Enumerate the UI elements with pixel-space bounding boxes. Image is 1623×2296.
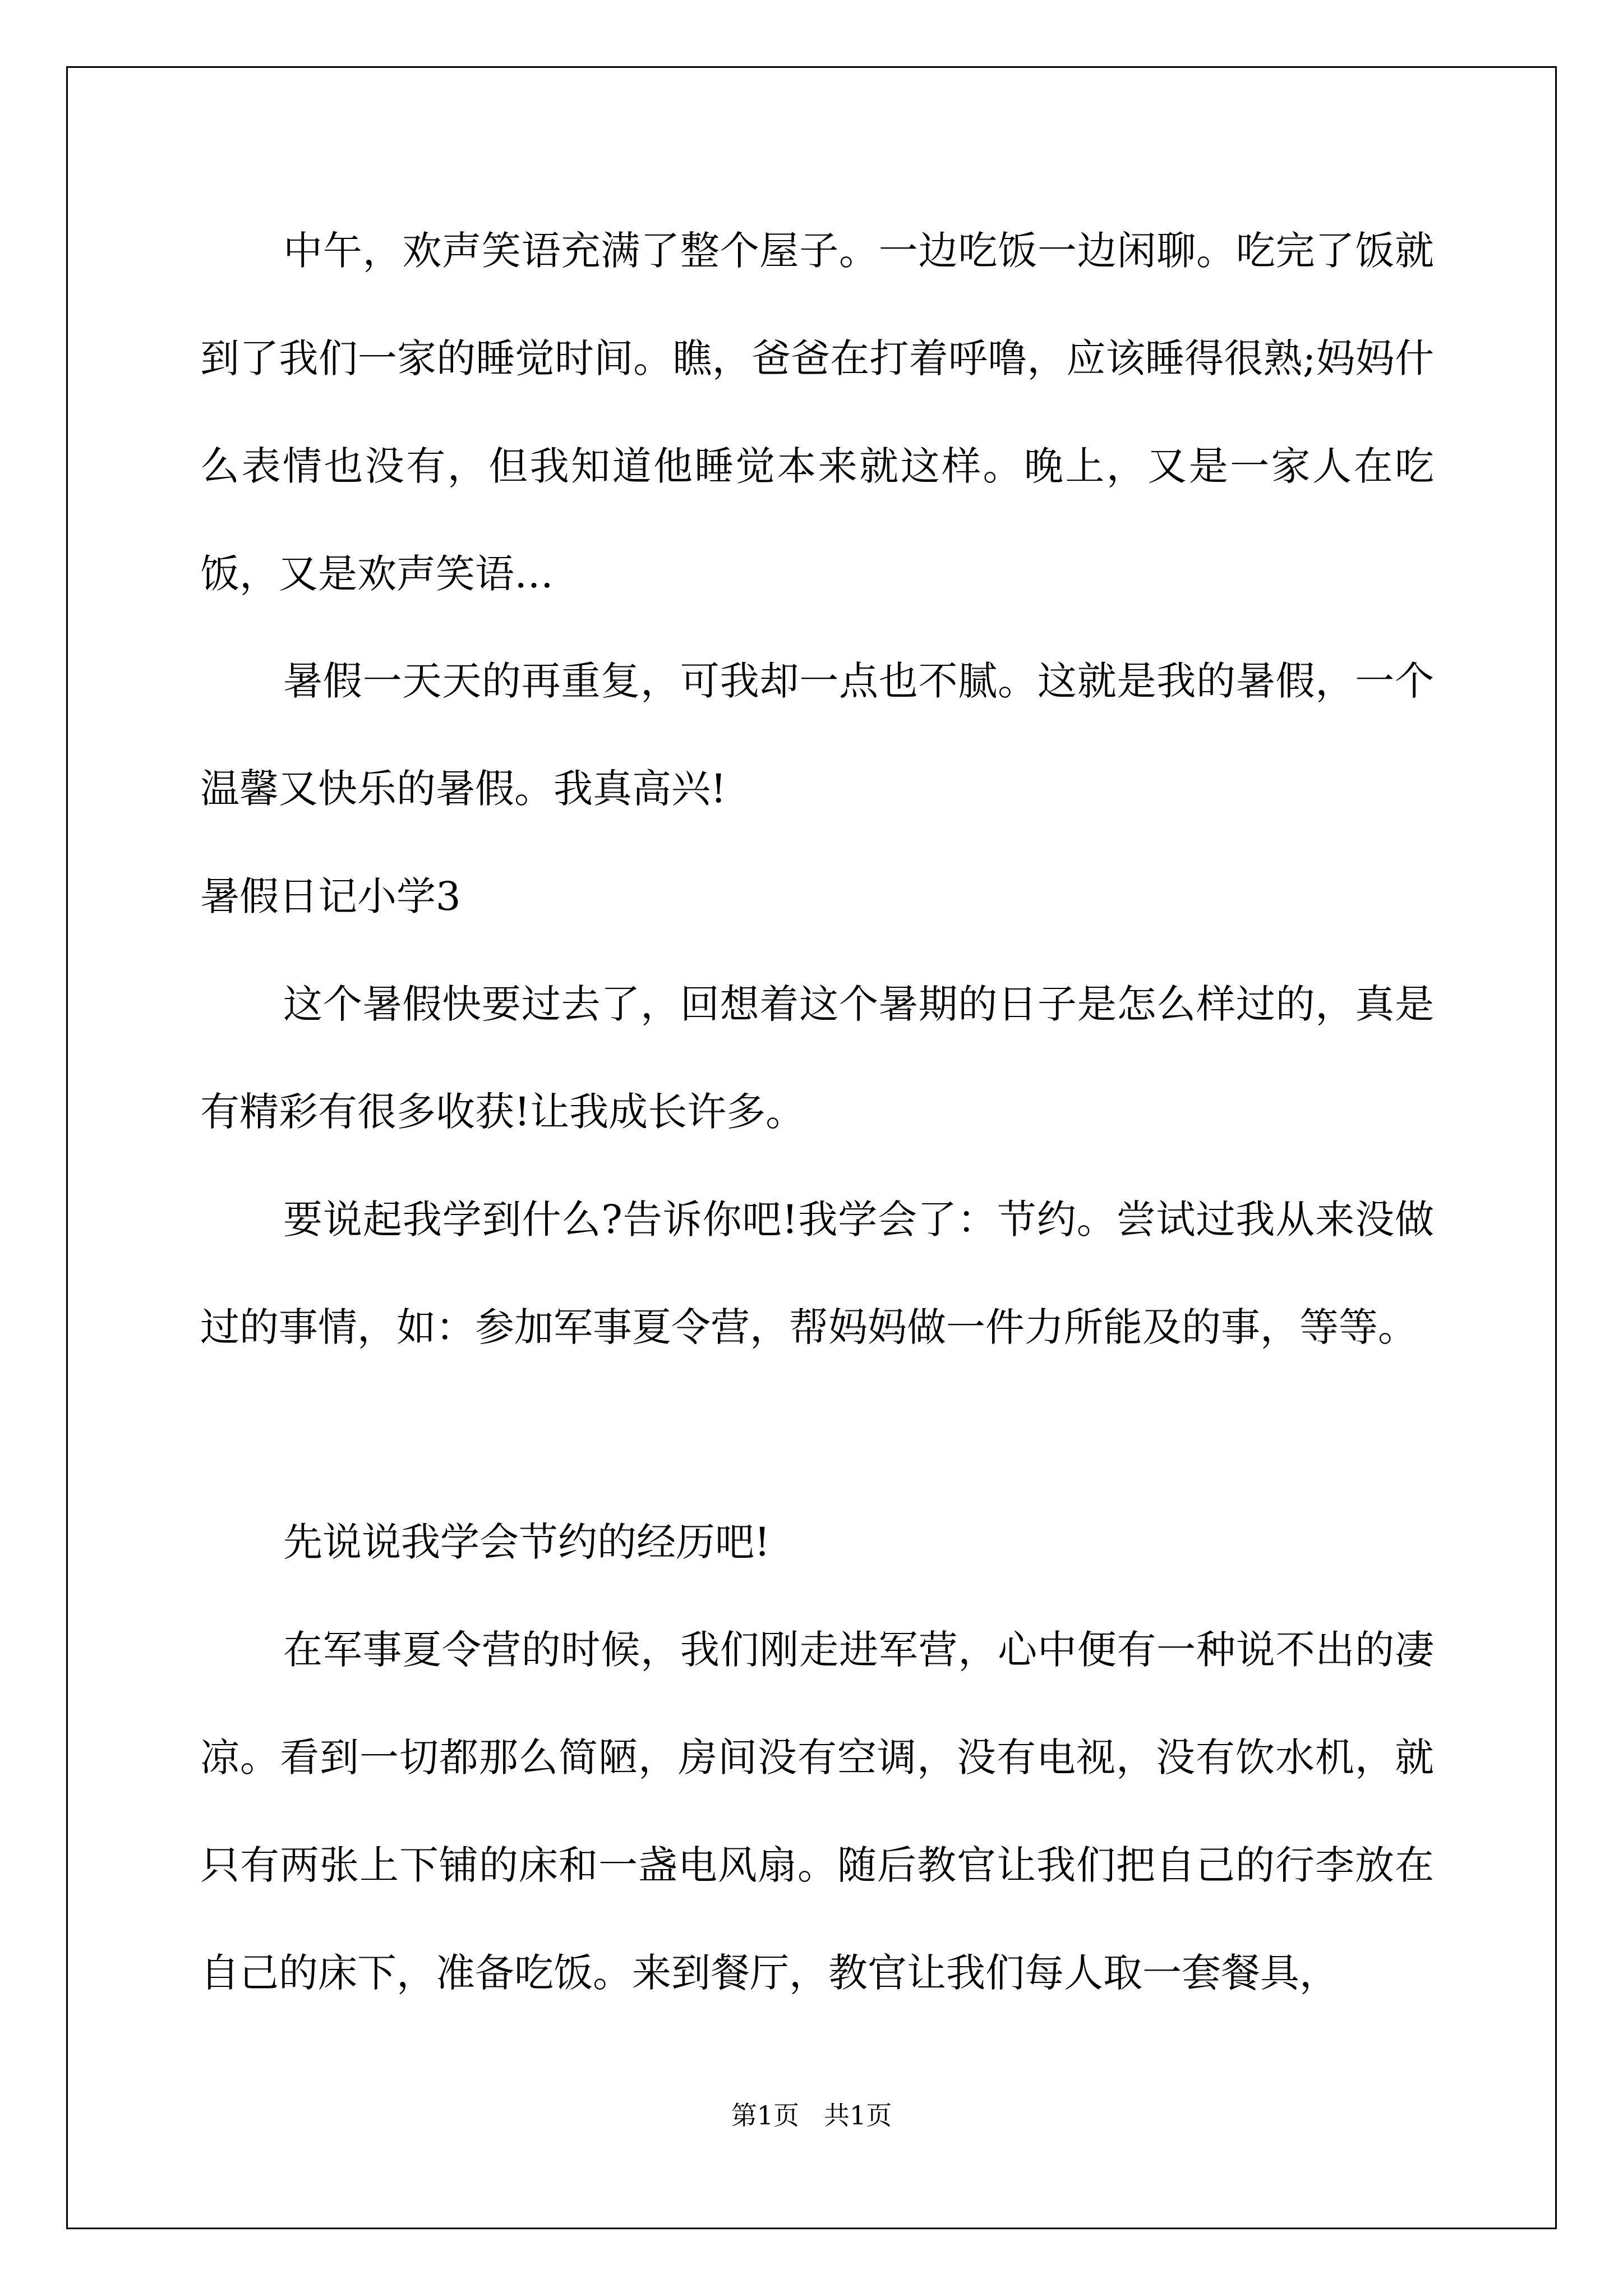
paragraph-1: 中午，欢声笑语充满了整个屋子。一边吃饭一边闲聊。吃完了饭就到了我们一家的睡觉时间。瞧，爸爸在打着呼噜，应该睡得很熟;妈妈什么表情也没有，但我知道他睡觉本来就这样。晚上，又是一家人在吃饭，又是欢声笑语… xyxy=(200,228,1434,597)
page-number: 第1页 xyxy=(731,2100,800,2131)
paragraph-2: 暑假一天天的再重复，可我却一点也不腻。这就是我的暑假，一个温馨又快乐的暑假。我真高兴! xyxy=(200,658,1434,812)
paragraph-6: 在军事夏令营的时候，我们刚走进军营，心中便有一种说不出的凄凉。看到一切都那么简陋，房间没有空调，没有电视，没有饮水机，就只有两张上下铺的床和一盏电风扇。随后教官让我们把自己的行李放在自己的床下，准备吃饭。来到餐厅，教官让我们每人取一套餐具， xyxy=(200,1627,1434,1996)
paragraph-4: 要说起我学到什么?告诉你吧!我学会了：节约。尝试过我从来没做过的事情，如：参加军事夏令营，帮妈妈做一件力所能及的事，等等。 xyxy=(200,1197,1434,1350)
paragraph-3: 这个暑假快要过去了，回想着这个暑期的日子是怎么样过的，真是有精彩有很多收获!让我成长许多。 xyxy=(200,981,1434,1135)
page-footer xyxy=(0,2095,1623,2132)
page-total: 共1页 xyxy=(823,2100,892,2131)
paragraph-5: 先说说我学会节约的经历吧! xyxy=(283,1519,771,1565)
section-heading: 暑假日记小学3 xyxy=(200,873,461,919)
